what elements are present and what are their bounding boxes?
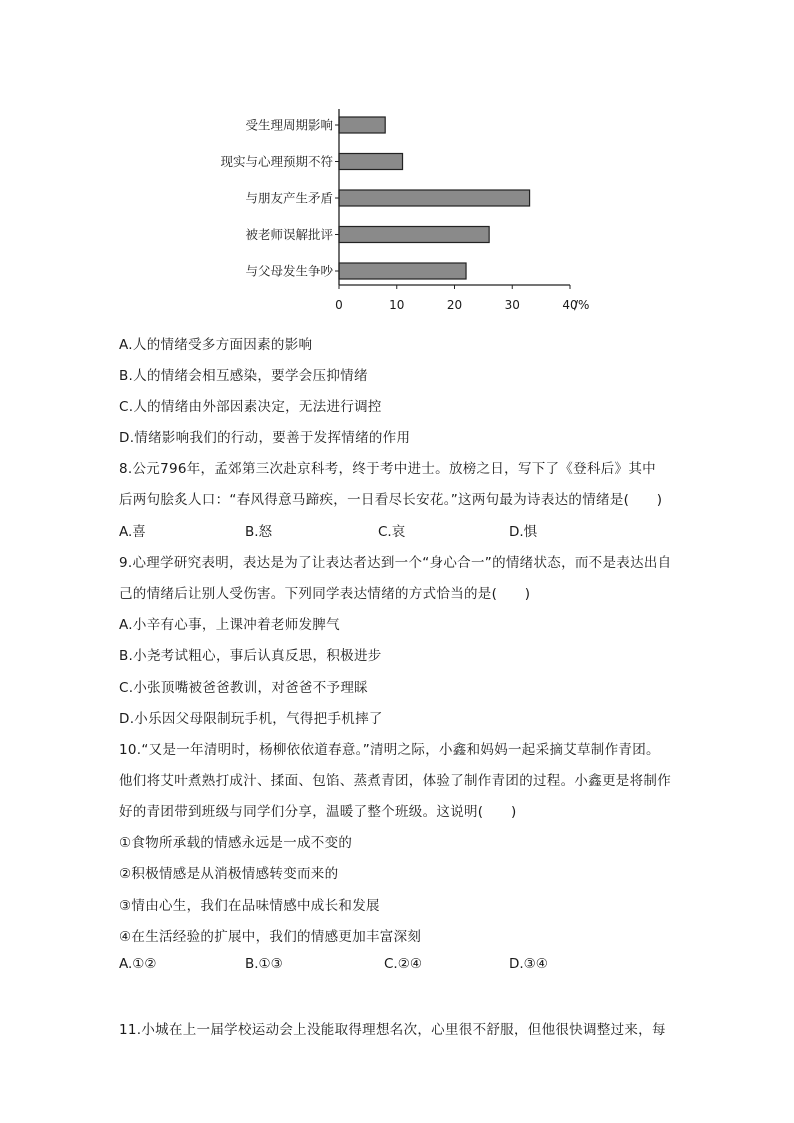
- q8-option-d: D.惧: [509, 524, 538, 540]
- q9-option-a: A.小辛有心事，上课冲着老师发脾气: [119, 617, 340, 633]
- bar-3: [339, 227, 489, 243]
- bar-0: [339, 117, 385, 133]
- q10-stem-line1: 10.“又是一年清明时，杨柳依依道春意。”清明之际，小鑫和妈妈一起采摘艾草制作青团。: [119, 742, 660, 758]
- x-tick-label-3: 30: [504, 298, 520, 312]
- q9-stem-line1: 9.心理学研究表明，表达是为了让表达者达到一个“身心合一”的情绪状态，而不是表达出自: [119, 555, 672, 571]
- x-tick-label-2: 20: [446, 298, 463, 312]
- category-label-2: 与朋友产生矛盾: [245, 190, 333, 206]
- q10-statement-1: ①食物所承载的情感永远是一成不变的: [119, 835, 353, 851]
- x-tick-label-0: 0: [335, 298, 343, 312]
- q11-stem-line1: 11.小城在上一届学校运动会上没能取得理想名次，心里很不舒服，但他很快调整过来，每: [119, 1022, 666, 1038]
- q8-stem-line2: 后两句脍炙人口：“春风得意马蹄疾，一日看尽长安花。”这两句最为诗表达的情绪是( ): [119, 492, 663, 508]
- q8-stem-line1: 8.公元796年，孟郊第三次赴京科考，终于考中进士。放榜之日，写下了《登科后》其中: [119, 461, 656, 477]
- q10-statement-3: ③情由心生，我们在品味情感中成长和发展: [119, 898, 380, 914]
- q9-option-b: B.小尧考试粗心，事后认真反思，积极进步: [119, 648, 382, 664]
- category-label-4: 与父母发生争吵: [245, 263, 333, 279]
- q10-stem-line3: 好的青团带到班级与同学们分享，温暖了整个班级。这说明( ): [119, 804, 517, 820]
- q10-stem-line2: 他们将艾叶煮熟打成汁、揉面、包馅、蒸煮青团，体验了制作青团的过程。小鑫更是将制作: [119, 773, 671, 789]
- q10-option-b: B.①③: [245, 956, 283, 972]
- x-tick-label-4: 40: [562, 298, 578, 312]
- q8-option-a: A.喜: [119, 524, 146, 540]
- bar-1: [339, 154, 403, 170]
- q10-option-c: C.②④: [384, 956, 422, 972]
- category-label-1: 现实与心理预期不符: [220, 154, 333, 169]
- bar-chart: [190, 95, 610, 320]
- q9-option-c: C.小张顶嘴被爸爸教训，对爸爸不予理睬: [119, 680, 368, 696]
- q7-option-b: B.人的情绪会相互感染，要学会压抑情绪: [119, 368, 368, 384]
- q10-statement-2: ②积极情感是从消极情感转变而来的: [119, 866, 339, 882]
- q8-option-c: C.哀: [378, 524, 406, 540]
- q10-option-d: D.③④: [509, 956, 548, 972]
- q8-option-b: B.怒: [245, 524, 273, 540]
- category-label-0: 受生理周期影响: [245, 117, 333, 133]
- q9-stem-line2: 己的情绪后让别人受伤害。下列同学表达情绪的方式恰当的是( ): [119, 586, 531, 602]
- q7-option-c: C.人的情绪由外部因素决定，无法进行调控: [119, 399, 382, 415]
- category-label-3: 被老师误解批评: [245, 227, 333, 242]
- x-axis-unit: /%: [574, 298, 590, 312]
- q7-option-d: D.情绪影响我们的行动，要善于发挥情绪的作用: [119, 430, 411, 446]
- q7-option-a: A.人的情绪受多方面因素的影响: [119, 337, 313, 353]
- bar-4: [339, 263, 466, 279]
- x-tick-label-1: 10: [389, 298, 405, 312]
- bar-2: [339, 190, 530, 206]
- q9-option-d: D.小乐因父母限制玩手机，气得把手机摔了: [119, 711, 383, 727]
- q10-statement-4: ④在生活经验的扩展中，我们的情感更加丰富深刻: [119, 929, 422, 945]
- q10-option-a: A.①②: [119, 956, 157, 972]
